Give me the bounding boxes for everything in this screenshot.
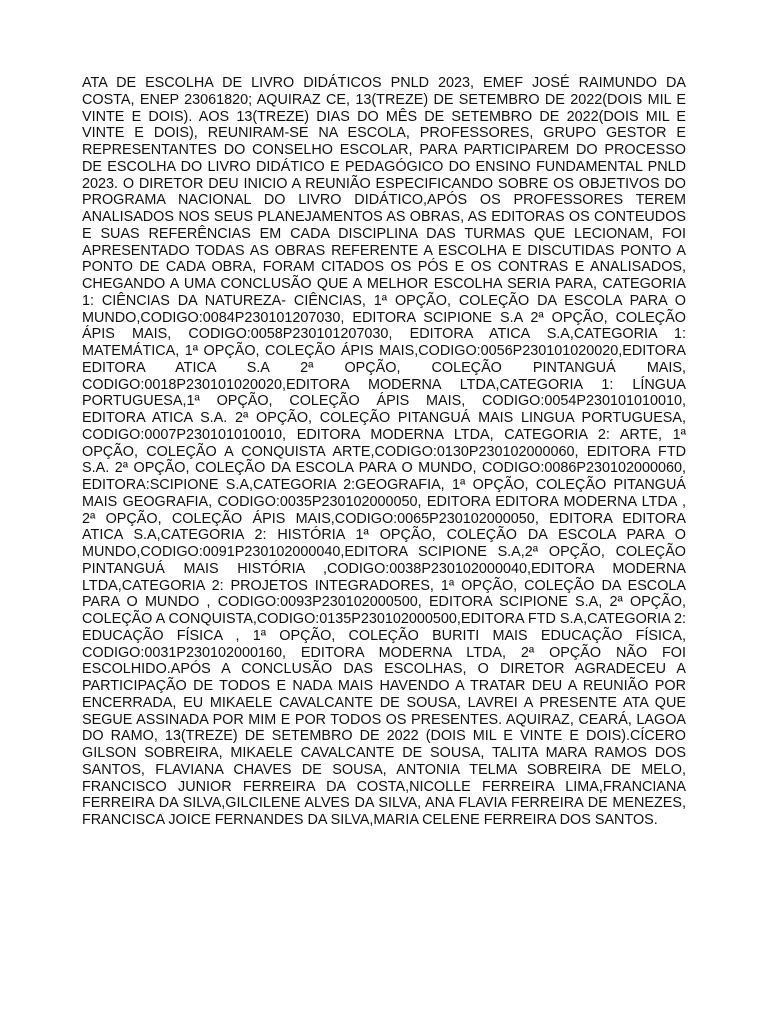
meeting-minutes-text: ATA DE ESCOLHA DE LIVRO DIDÁTICOS PNLD 2023, EMEF JOSÉ RAIMUNDO DA COSTA, ENEP 23061820; AQUIRAZ CE, 13(TREZE) DE SETEMBRO DE 2022(DOIS MIL E VINTE E DOIS). AOS 13(TREZE) DIAS DO MÊS DE SETEMBRO DE 2022(DOIS MIL E VINTE E DOIS), REUNIRAM-SE NA ESCOLA, PROFESSORES, GRUPO GESTOR E REPRESENTANTES DO CONSELHO ESCOLAR, PARA PARTICIPAREM DO PROCESSO DE ESCOLHA DO LIVRO DIDÁTICO E PEDAGÓGICO DO ENSINO FUNDAMENTAL PNLD 2023. O DIRETOR DEU INICIO A REUNIÃO ESPECIFICANDO SOBRE OS OBJETIVOS DO PROGRAMA NACIONAL DO LIVRO DIDÁTICO,APÓS OS PROFESSORES TEREM ANALISADOS NOS SEUS PLANEJAMENTOS AS OBRAS, AS EDITORAS OS CONTEUDOS E SUAS REFERÊNCIAS EM CADA DISCIPLINA DAS TURMAS QUE LECIONAM, FOI APRESENTADO TODAS AS OBRAS REFERENTE A ESCOLHA E DISCUTIDAS PONTO A PONTO DE CADA OBRA, FORAM CITADOS OS PÓS E OS CONTRAS E ANALISADOS, CHEGANDO A UMA CONCLUSÃO QUE A MELHOR ESCOLHA SERIA PARA, CATEGORIA 1: CIÊNCIAS DA NATUREZA- CIÊNCIAS, 1ª OPÇÃO, COLEÇÃO DA ESCOLA PARA O MUNDO,CODIGO:0084P230101207030, EDITORA SCIPIONE S.A 2ª OPÇÃO, COLEÇÃO ÁPIS MAIS, CODIGO:0058P230101207030, EDITORA ATICA S.A,CATEGORIA 1: MATEMÁTICA, 1ª OPÇÃO, COLEÇÃO ÁPIS MAIS,CODIGO:0056P230101020020,EDITORA EDITORA ATICA S.A 2ª OPÇÃO, COLEÇÃO PINTANGUÁ MAIS, CODIGO:0018P230101020020,EDITORA MODERNA LTDA,CATEGORIA 1: LÍNGUA PORTUGUESA,1ª OPÇÃO, COLEÇÃO ÁPIS MAIS, CODIGO:0054P230101010010, EDITORA ATICA S.A. 2ª OPÇÃO, COLEÇÃO PITANGUÁ MAIS LINGUA PORTUGUESA, CODIGO:0007P230101010010, EDITORA MODERNA LTDA, CATEGORIA 2: ARTE, 1ª OPÇÃO, COLEÇÃO A CONQUISTA ARTE,CODIGO:0130P230102000060, EDITORA FTD S.A. 2ª OPÇÃO, COLEÇÃO DA ESCOLA PARA O MUNDO, CODIGO:0086P230102000060, EDITORA:SCIPIONE S.A,CATEGORIA 2:GEOGRAFIA, 1ª OPÇÃO, COLEÇÃO PITANGUÁ MAIS GEOGRAFIA, CODIGO:0035P230102000050, EDITORA EDITORA MODERNA LTDA , 2ª OPÇÃO, COLEÇÃO ÁPIS MAIS,CODIGO:0065P230102000050, EDITORA EDITORA ATICA S.A,CATEGORIA 2: HISTÓRIA 1ª OPÇÃO, COLEÇÃO DA ESCOLA PARA O MUNDO,CODIGO:0091P230102000040,EDITORA SCIPIONE S.A,2ª OPÇÃO, COLEÇÃO PINTANGUÁ MAIS HISTÓRIA ,CODIGO:0038P230102000040,EDITORA MODERNA LTDA,CATEGORIA 2: PROJETOS INTEGRADORES, 1ª OPÇÃO, COLEÇÃO DA ESCOLA PARA O MUNDO , CODIGO:0093P230102000500, EDITORA SCIPIONE S.A, 2ª OPÇÃO, COLEÇÃO A CONQUISTA,CODIGO:0135P230102000500,EDITORA FTD S.A,CATEGORIA 2: EDUCAÇÃO FÍSICA , 1ª OPÇÃO, COLEÇÃO BURITI MAIS EDUCAÇÃO FÍSICA, CODIGO:0031P230102000160, EDITORA MODERNA LTDA, 2ª OPÇÃO NÃO FOI ESCOLHIDO.APÓS A CONCLUSÃO DAS ESCOLHAS, O DIRETOR AGRADECEU A PARTICIPAÇÃO DE TODOS E NADA MAIS HAVENDO A TRATAR DEU A REUNIÃO POR ENCERRADA, EU MIKAELE CAVALCANTE DE SOUSA, LAVREI A PRESENTE ATA QUE SEGUE ASSINADA POR MIM E POR TODOS OS PRESENTES. AQUIRAZ, CEARÁ, LAGOA DO RAMO, 13(TREZE) DE SETEMBRO DE 2022 (DOIS MIL E VINTE E DOIS).CÍCERO GILSON SOBREIRA, MIKAELE CAVALCANTE DE SOUSA, TALITA MARA RAMOS DOS SANTOS, FLAVIANA CHAVES DE SOUSA, ANTONIA TELMA SOBREIRA DE MELO, FRANCISCO JUNIOR FERREIRA DA COSTA,NICOLLE FERREIRA LIMA,FRANCIANA FERREIRA DA SILVA,GILCILENE ALVES DA SILVA, ANA FLAVIA FERREIRA DE MENEZES, FRANCISCA JOICE FERNANDES DA SILVA,MARIA CELENE FERREIRA DOS SANTOS.: [82, 75, 686, 828]
